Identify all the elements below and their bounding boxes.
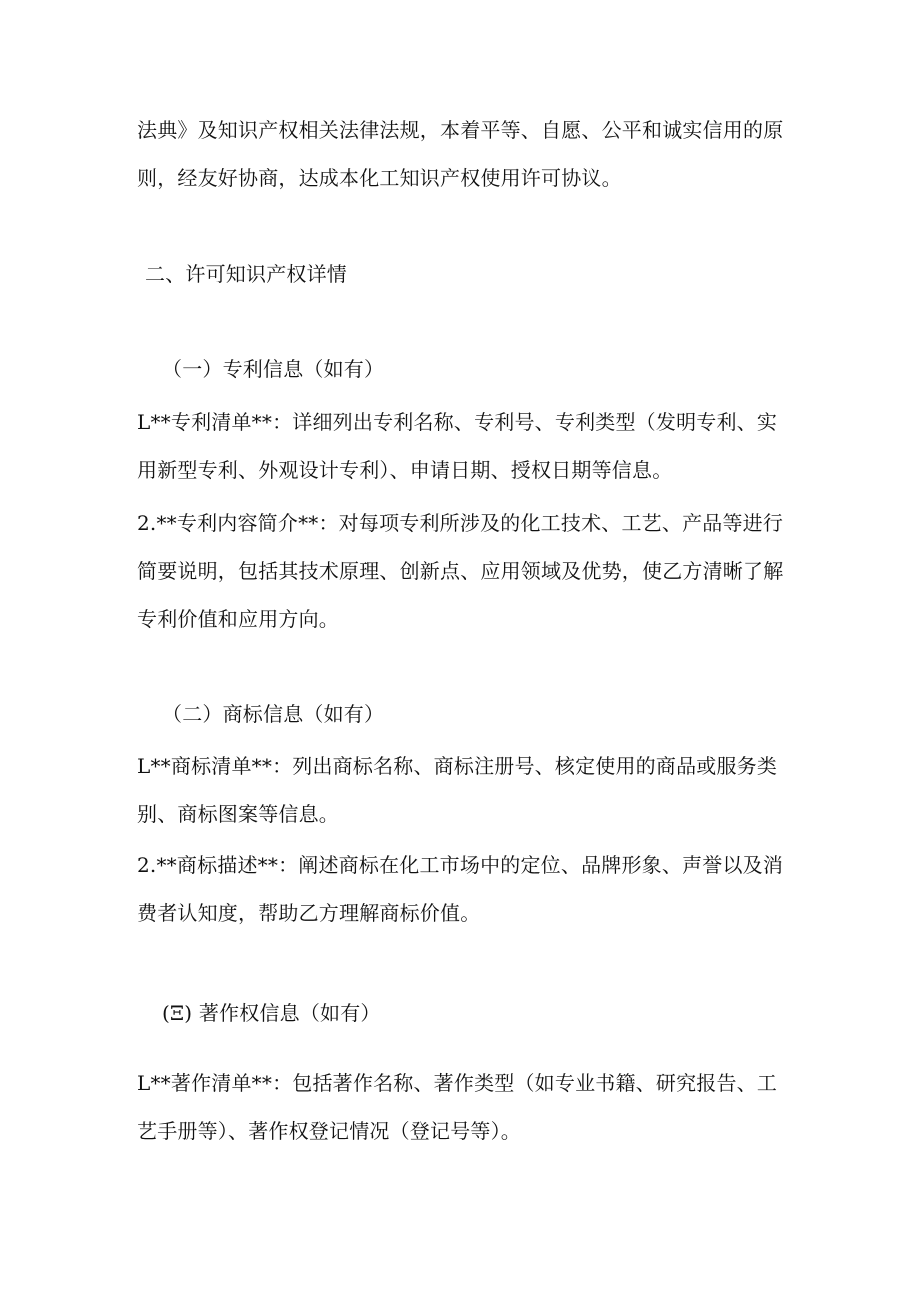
copyright-list-line-2: 艺手册等）、著作权登记情况（登记号等）。	[137, 1119, 521, 1143]
subsection-heading-trademark: （二）商标信息（如有）	[162, 702, 385, 726]
trademark-list-line-1: L**商标清单**：列出商标名称、商标注册号、核定使用的商品或服务类	[137, 754, 778, 778]
trademark-desc-line-2: 费者认知度，帮助乙方理解商标价值。	[137, 901, 481, 925]
trademark-desc-line-1: 2.**商标描述**：阐述商标在化工市场中的定位、品牌形象、声誉以及消	[137, 853, 784, 877]
patent-list-line-1: L**专利清单**：详细列出专利名称、专利号、专利类型（发明专利、实	[137, 410, 778, 434]
patent-list-line-2: 用新型专利、外观设计专利）、申请日期、授权日期等信息。	[137, 458, 673, 482]
subsection-heading-copyright: (Ξ) 著作权信息（如有）	[162, 1001, 381, 1025]
intro-line-1: 法典》及知识产权相关法律法规，本着平等、自愿、公平和诚实信用的原	[137, 118, 784, 142]
section-heading-licensed-ip: 二、许可知识产权详情	[145, 262, 347, 286]
trademark-list-line-2: 别、商标图案等信息。	[137, 802, 339, 826]
patent-summary-line-2: 简要说明，包括其技术原理、创新点、应用领域及优势，使乙方清晰了解	[137, 559, 784, 583]
intro-line-2: 则，经友好协商，达成本化工知识产权使用许可协议。	[137, 166, 622, 190]
copyright-list-line-1: L**著作清单**：包括著作名称、著作类型（如专业书籍、研究报告、工	[137, 1071, 778, 1095]
patent-summary-line-1: 2.**专利内容简介**：对每项专利所涉及的化工技术、工艺、产品等进行	[137, 511, 784, 535]
patent-summary-line-3: 专利价值和应用方向。	[137, 607, 339, 631]
subsection-heading-patent: （一）专利信息（如有）	[162, 357, 385, 381]
